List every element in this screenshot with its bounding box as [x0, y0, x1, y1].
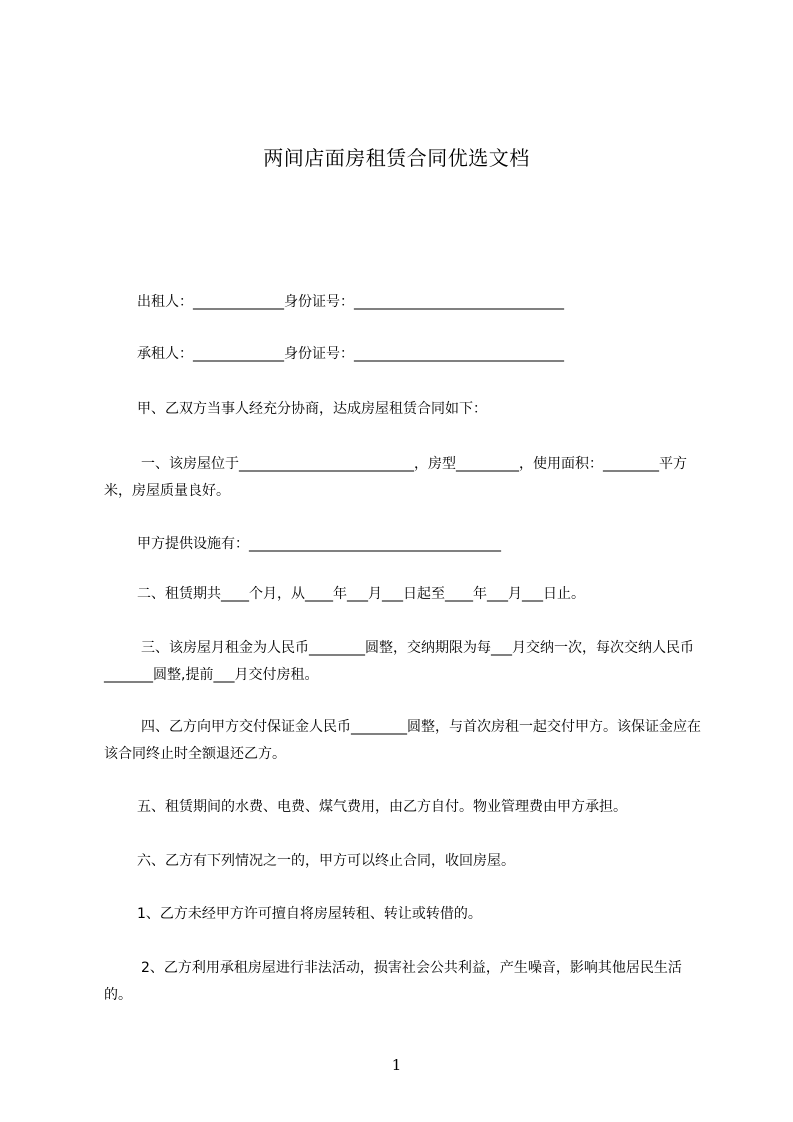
clause-3-paragraph: 三、该房屋月租金为人民币________圆整，交纳期限为每___月交纳一次，每次交纳人民币_______圆整,提前___月交付房租。 — [104, 640, 694, 683]
facilities-line: 甲方提供设施有：____________________________________ — [137, 536, 501, 552]
page-number: 1 — [391, 1056, 402, 1074]
clause-5-paragraph: 五、租赁期间的水费、电费、煤气费用，由乙方自付。物业管理费由甲方承担。 — [137, 799, 627, 815]
lessee-line: 承租人：_____________身份证号：______________________________ — [137, 346, 564, 362]
clause-4-paragraph: 四、乙方向甲方交付保证金人民币________圆整，与首次房租一起交付甲方。该保证金应在该合同终止时全额退还乙方。 — [104, 719, 701, 762]
document-title: 两间店面房租赁合同优选文档 — [263, 146, 530, 170]
intro-paragraph: 甲、乙双方当事人经充分协商，达成房屋租赁合同如下： — [137, 401, 487, 417]
clause-1-paragraph: 一、该房屋位于_________________________，房型_________，使用面积：________平方米，房屋质量良好。 — [104, 456, 687, 499]
clause-2-paragraph: 二、租赁期共____个月，从____年___月___日起至____年___月___日止。 — [137, 586, 585, 602]
clause-6-item-2: 2、乙方利用承租房屋进行非法活动，损害社会公共利益，产生噪音，影响其他居民生活的。 — [104, 960, 682, 1003]
clause-6-paragraph: 六、乙方有下列情况之一的，甲方可以终止合同，收回房屋。 — [137, 853, 515, 869]
lessor-line: 出租人：_____________身份证号：______________________________ — [137, 294, 564, 310]
clause-6-item-1: 1、乙方未经甲方许可擅自将房屋转租、转让或转借的。 — [137, 906, 482, 922]
